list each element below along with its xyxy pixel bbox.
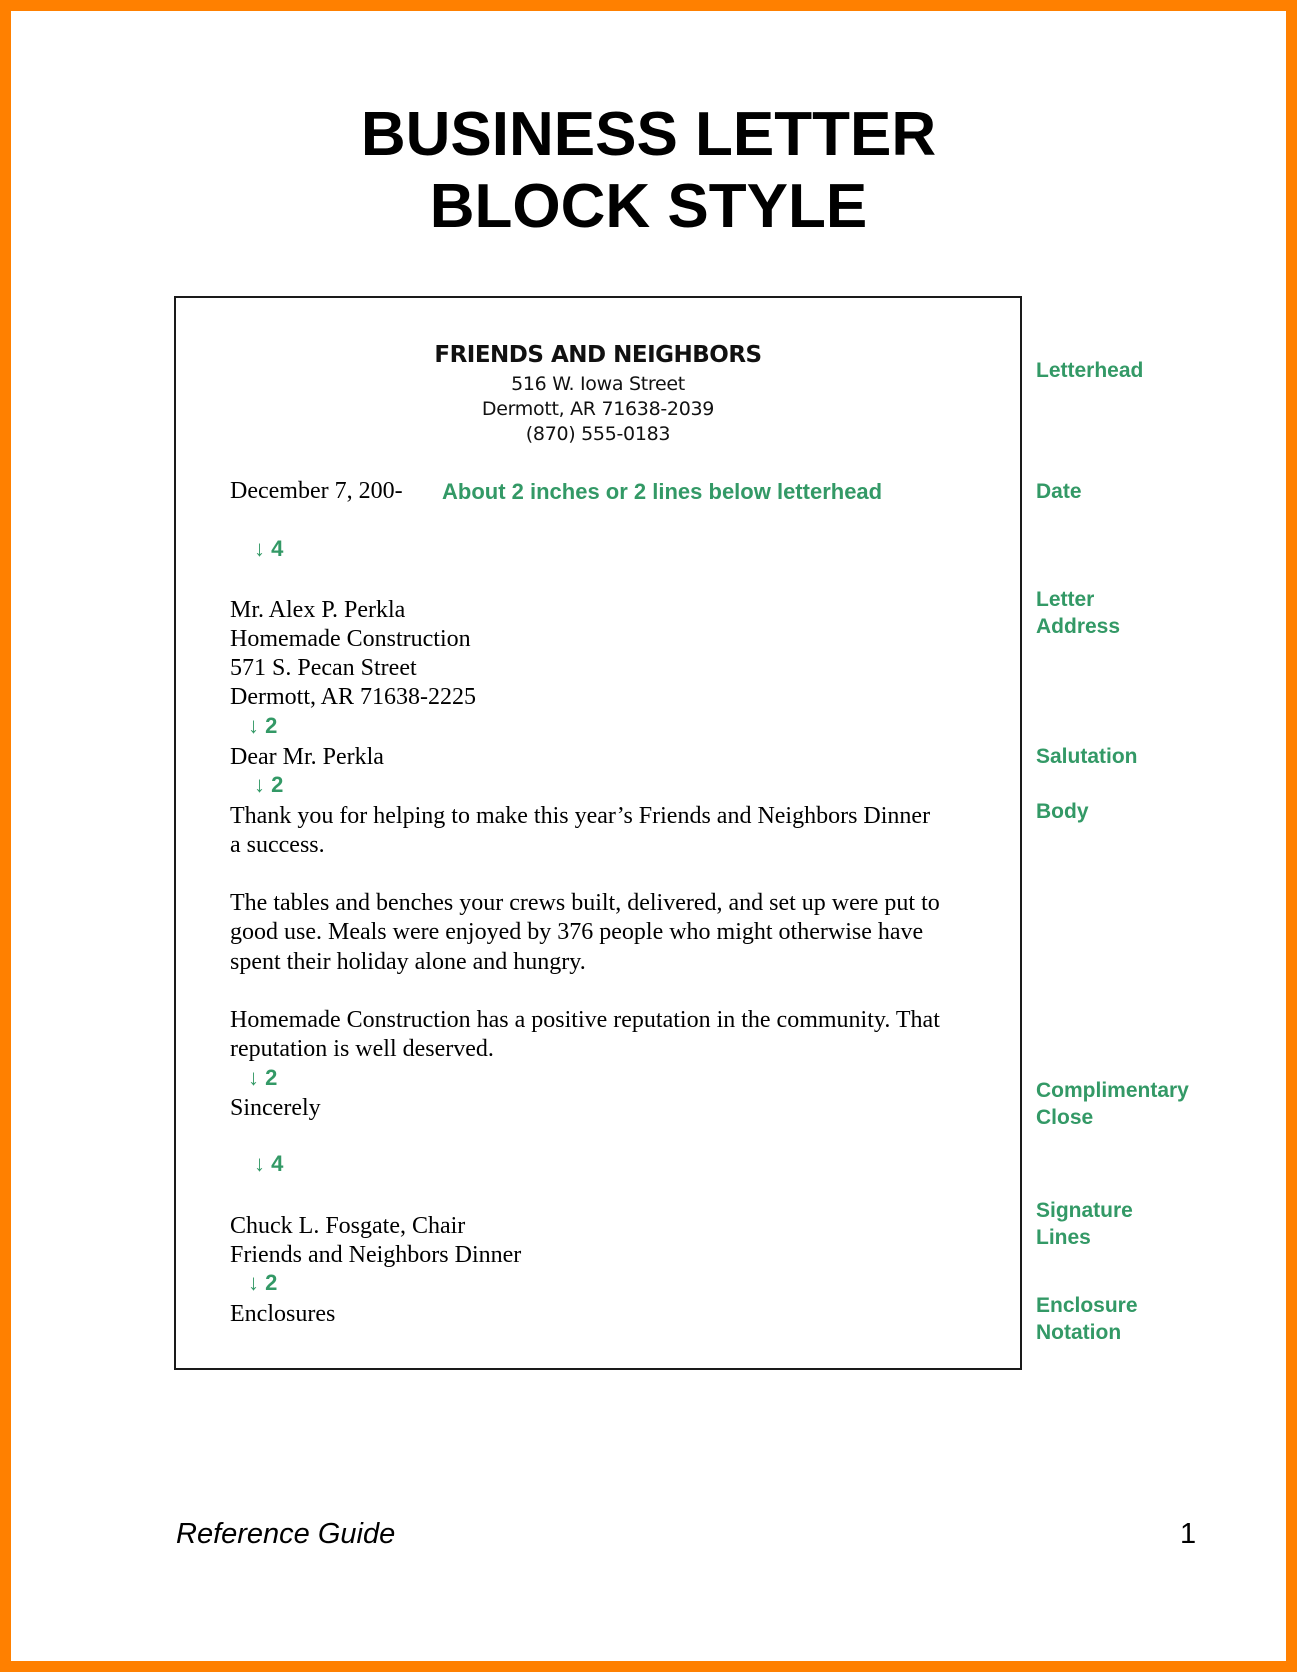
label-enclosure-notation-line-1: Enclosure: [1036, 1294, 1138, 1317]
date-placement-note: About 2 inches or 2 lines below letterhead: [442, 479, 883, 504]
label-signature-lines-line-1: Signature: [1036, 1199, 1133, 1222]
label-enclosure-notation-line-2: Notation: [1036, 1321, 1122, 1344]
body-line: good use. Meals were enjoyed by 376 people who might otherwise have: [230, 919, 924, 945]
label-letter-address-line-2: Address: [1036, 615, 1121, 638]
label-complimentary-close: [1036, 1077, 1276, 1131]
label-salutation: Salutation: [1036, 745, 1138, 768]
letter-date: December 7, 200-: [230, 478, 403, 504]
page-number: 1: [1180, 1518, 1197, 1550]
spacing-marker-after-close: ↓ 4: [254, 1151, 284, 1176]
body-line: Thank you for helping to make this year’s Friends and Neighbors Dinner: [230, 803, 931, 829]
letterhead-street: 516 W. Iowa Street: [511, 373, 685, 395]
salutation: Dear Mr. Perkla: [230, 744, 384, 770]
label-complimentary-close-line-1: Complimentary: [1036, 1079, 1189, 1102]
label-complimentary-close-line-2: Close: [1036, 1106, 1094, 1129]
letterhead-city: Dermott, AR 71638-2039: [481, 398, 715, 420]
spacing-marker-after-address: ↓ 2: [248, 713, 278, 738]
page-title-line-1: BUSINESS LETTER: [360, 100, 937, 169]
body-line: spent their holiday alone and hungry.: [230, 949, 586, 975]
address-line: 571 S. Pecan Street: [230, 655, 417, 681]
body-line: The tables and benches your crews built, delivered, and set up were put to: [230, 890, 940, 916]
body-line: Homemade Construction has a positive reputation in the community. That: [230, 1007, 940, 1033]
address-line: Dermott, AR 71638-2225: [230, 684, 476, 710]
label-letter-address-line-1: Letter: [1036, 588, 1095, 611]
complimentary-close: Sincerely: [230, 1095, 321, 1121]
label-letter-address: [1036, 586, 1276, 640]
body-line: reputation is well deserved.: [230, 1036, 494, 1062]
spacing-marker-after-body: ↓ 2: [248, 1065, 278, 1090]
label-date: Date: [1036, 480, 1082, 503]
label-signature-lines: [1036, 1197, 1276, 1251]
spacing-marker-after-date: ↓ 4: [254, 536, 284, 561]
signature-line: Chuck L. Fosgate, Chair: [230, 1213, 466, 1239]
spacing-marker-after-salutation: ↓ 2: [254, 772, 284, 797]
signature-line: Friends and Neighbors Dinner: [230, 1242, 522, 1268]
page-title-line-2: BLOCK STYLE: [429, 172, 868, 241]
label-enclosure-notation: [1036, 1292, 1276, 1346]
address-line: Mr. Alex P. Perkla: [230, 597, 406, 623]
label-letterhead: Letterhead: [1036, 359, 1144, 382]
footer-reference-guide: Reference Guide: [176, 1518, 396, 1550]
letterhead-phone: (870) 555-0183: [525, 423, 671, 445]
body-line: a success.: [230, 832, 325, 858]
label-signature-lines-line-2: Lines: [1036, 1226, 1091, 1249]
letterhead-name: FRIENDS AND NEIGHBORS: [434, 342, 762, 368]
label-body: Body: [1036, 800, 1089, 823]
spacing-marker-after-signature: ↓ 2: [248, 1270, 278, 1295]
address-line: Homemade Construction: [230, 626, 471, 652]
enclosure-notation: Enclosures: [230, 1301, 336, 1327]
